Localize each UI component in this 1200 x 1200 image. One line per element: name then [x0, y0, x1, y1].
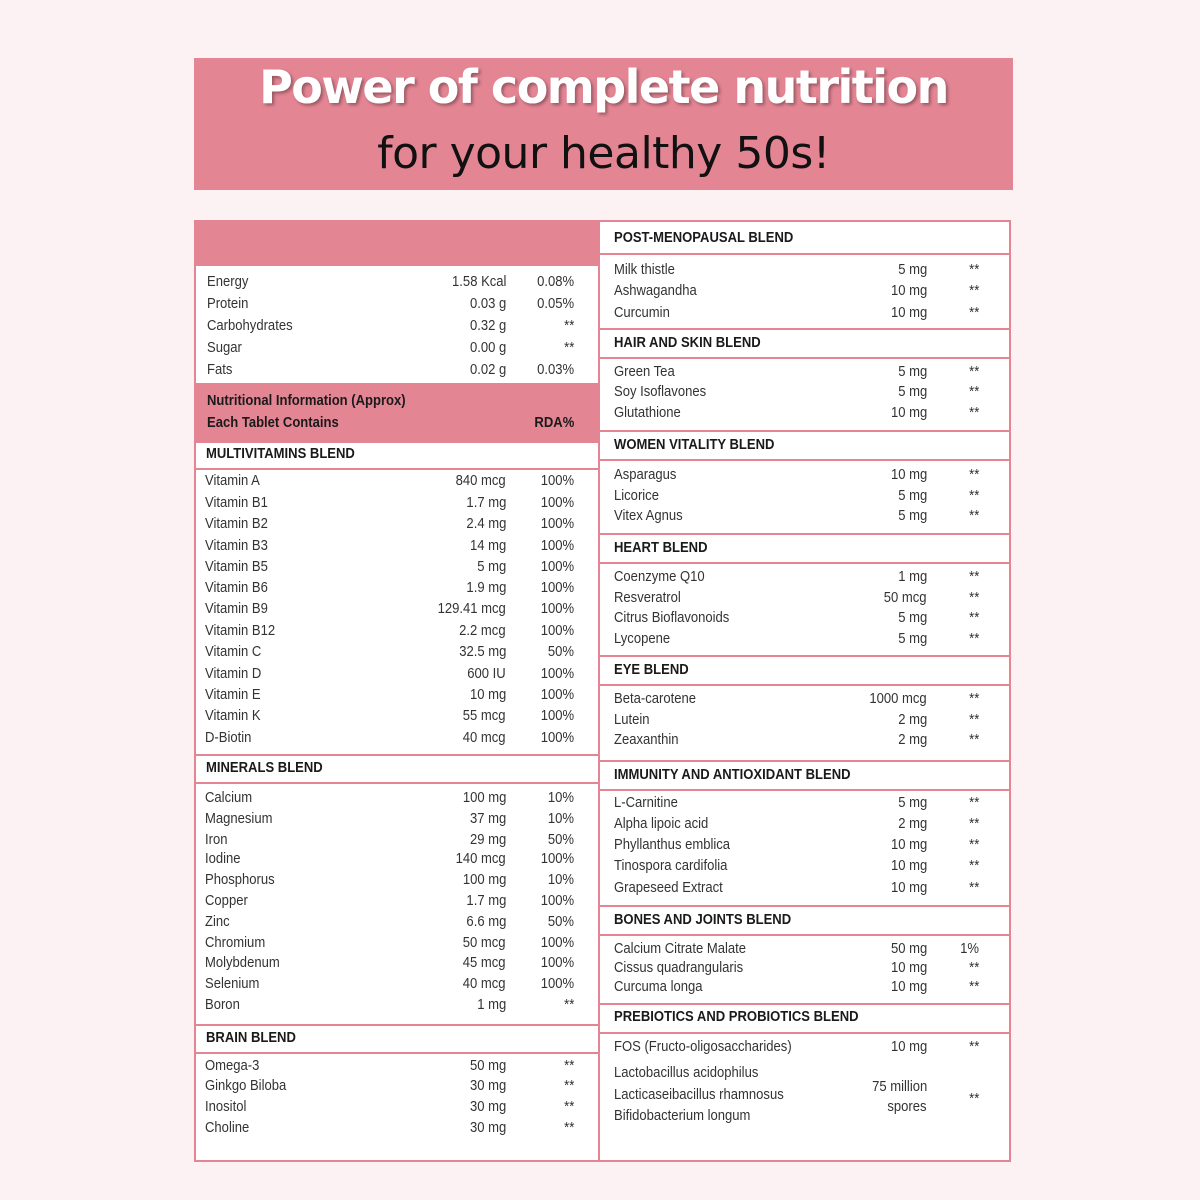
- ingredient-rda: 100%: [540, 601, 574, 617]
- ingredient-rda: **: [563, 1120, 574, 1136]
- ingredient-name: Cissus quadrangularis: [614, 960, 744, 976]
- ingredient-name: Zinc: [205, 914, 230, 930]
- nutrient-rda: **: [563, 340, 574, 356]
- ingredient-name: Vitamin B6: [205, 580, 268, 596]
- section-divider: [600, 684, 1011, 686]
- probiotic-rda: **: [968, 1091, 979, 1107]
- ingredient-amount: 30 mg: [469, 1120, 506, 1136]
- column-divider: [598, 222, 600, 1160]
- ingredient-amount: 10 mg: [890, 467, 927, 483]
- ingredient-amount: 10 mg: [469, 687, 506, 703]
- ingredient-rda: **: [968, 816, 979, 832]
- nutrient-amount: 0.03 g: [469, 296, 506, 312]
- section-title: PREBIOTICS AND PROBIOTICS BLEND: [614, 1009, 859, 1025]
- ingredient-name: Lutein: [614, 712, 650, 728]
- ingredient-rda: 100%: [540, 730, 574, 746]
- section-divider: [600, 459, 1011, 461]
- ingredient-amount: 5 mg: [476, 559, 506, 575]
- ingredient-name: Calcium Citrate Malate: [614, 941, 747, 957]
- ingredient-amount: 10 mg: [890, 880, 927, 896]
- ingredient-rda: 10%: [547, 811, 574, 827]
- ingredient-rda: **: [563, 1058, 574, 1074]
- ingredient-name: Molybdenum: [205, 955, 280, 971]
- ingredient-rda: 100%: [540, 687, 574, 703]
- headline-line-1: Power of complete nutrition: [259, 60, 948, 114]
- nutrition-table: [194, 220, 1011, 1162]
- ingredient-rda: **: [563, 1078, 574, 1094]
- ingredient-name: Omega-3: [205, 1058, 260, 1074]
- ingredient-name: Boron: [205, 997, 240, 1013]
- ingredient-name: Vitamin E: [205, 687, 261, 703]
- section-divider: [600, 760, 1011, 762]
- ingredient-amount: 40 mcg: [463, 730, 506, 746]
- ingredient-amount: 5 mg: [897, 488, 927, 504]
- ingredient-rda: **: [968, 631, 979, 647]
- ingredient-rda: 50%: [547, 832, 574, 848]
- ingredient-rda: 100%: [540, 473, 574, 489]
- probiotic-amount-unit: spores: [887, 1099, 927, 1115]
- ingredient-name: Milk thistle: [614, 262, 675, 278]
- ingredient-amount: 2 mg: [897, 816, 927, 832]
- ingredient-amount: 50 mg: [469, 1058, 506, 1074]
- ingredient-amount: 140 mcg: [455, 851, 506, 867]
- ingredient-rda: 100%: [540, 559, 574, 575]
- section-divider: [600, 357, 1011, 359]
- ingredient-amount: 6.6 mg: [466, 914, 506, 930]
- section-divider: [196, 1024, 598, 1026]
- ingredient-rda: 50%: [547, 644, 574, 660]
- ingredient-rda: 100%: [540, 851, 574, 867]
- ingredient-amount: 5 mg: [897, 508, 927, 524]
- ingredient-rda: 100%: [540, 955, 574, 971]
- ingredient-rda: 100%: [540, 976, 574, 992]
- info-header-line-1: Nutritional Information (Approx): [207, 393, 406, 409]
- ingredient-amount: 10 mg: [890, 283, 927, 299]
- ingredient-name: Vitamin D: [205, 666, 262, 682]
- ingredient-name: Curcuma longa: [614, 979, 703, 995]
- ingredient-rda: 10%: [547, 790, 574, 806]
- ingredient-amount: 5 mg: [897, 631, 927, 647]
- section-divider: [600, 430, 1011, 432]
- ingredient-amount: 5 mg: [897, 795, 927, 811]
- section-divider: [196, 754, 598, 756]
- ingredient-rda: **: [968, 488, 979, 504]
- ingredient-amount: 840 mcg: [455, 473, 506, 489]
- section-divider: [600, 934, 1011, 936]
- section-divider: [600, 253, 1011, 255]
- ingredient-amount: 10 mg: [890, 837, 927, 853]
- ingredient-rda: **: [968, 1039, 979, 1055]
- ingredient-amount: 5 mg: [897, 262, 927, 278]
- ingredient-amount: 1.7 mg: [466, 495, 506, 511]
- ingredient-amount: 50 mcg: [463, 935, 506, 951]
- ingredient-rda: **: [968, 732, 979, 748]
- ingredient-rda: **: [968, 569, 979, 585]
- ingredient-name: Green Tea: [614, 364, 675, 380]
- ingredient-amount: 45 mcg: [463, 955, 506, 971]
- section-title: MULTIVITAMINS BLEND: [206, 446, 355, 462]
- nutrient-amount: 0.32 g: [469, 318, 506, 334]
- ingredient-amount: 5 mg: [897, 610, 927, 626]
- probiotic-name: Bifidobacterium longum: [614, 1108, 751, 1124]
- nutrient-amount: 0.02 g: [469, 362, 506, 378]
- ingredient-rda: 100%: [540, 516, 574, 532]
- headline-banner: [194, 58, 1013, 190]
- ingredient-name: Chromium: [205, 935, 266, 951]
- ingredient-rda: **: [968, 508, 979, 524]
- ingredient-rda: **: [968, 384, 979, 400]
- ingredient-amount: 100 mg: [462, 872, 506, 888]
- section-divider: [196, 782, 598, 784]
- ingredient-rda: 1%: [960, 941, 979, 957]
- ingredient-name: Beta-carotene: [614, 691, 696, 707]
- ingredient-rda: **: [968, 960, 979, 976]
- ingredient-rda: **: [968, 283, 979, 299]
- ingredient-amount: 14 mg: [469, 538, 506, 554]
- ingredient-rda: **: [968, 467, 979, 483]
- nutrient-amount: 1.58 Kcal: [451, 274, 506, 290]
- ingredient-amount: 2.2 mcg: [459, 623, 506, 639]
- section-divider: [600, 1032, 1011, 1034]
- ingredient-amount: 2 mg: [897, 732, 927, 748]
- ingredient-name: Vitamin B5: [205, 559, 268, 575]
- rda-label: RDA%: [534, 415, 574, 431]
- ingredient-name: Phosphorus: [205, 872, 275, 888]
- ingredient-rda: **: [968, 262, 979, 278]
- section-title: POST-MENOPAUSAL BLEND: [614, 230, 794, 246]
- ingredient-amount: 55 mcg: [463, 708, 506, 724]
- probiotic-name: Lactobacillus acidophilus: [614, 1065, 759, 1081]
- nutrient-name: Sugar: [207, 340, 242, 356]
- probiotic-name: Lacticaseibacillus rhamnosus: [614, 1087, 784, 1103]
- nutrient-name: Protein: [207, 296, 249, 312]
- ingredient-amount: 32.5 mg: [458, 644, 506, 660]
- ingredient-amount: 10 mg: [890, 1039, 927, 1055]
- ingredient-name: Citrus Bioflavonoids: [614, 610, 730, 626]
- ingredient-rda: **: [968, 405, 979, 421]
- ingredient-amount: 129.41 mcg: [437, 601, 506, 617]
- ingredient-rda: **: [563, 997, 574, 1013]
- ingredient-name: Ashwagandha: [614, 283, 697, 299]
- ingredient-name: Zeaxanthin: [614, 732, 679, 748]
- ingredient-name: Iodine: [205, 851, 241, 867]
- ingredient-rda: **: [968, 795, 979, 811]
- ingredient-amount: 10 mg: [890, 979, 927, 995]
- ingredient-name: Grapeseed Extract: [614, 880, 723, 896]
- ingredient-rda: **: [968, 364, 979, 380]
- ingredient-rda: **: [968, 979, 979, 995]
- ingredient-name: Inositol: [205, 1099, 247, 1115]
- ingredient-amount: 5 mg: [897, 384, 927, 400]
- ingredient-name: Vitamin B2: [205, 516, 268, 532]
- ingredient-name: L-Carnitine: [614, 795, 678, 811]
- ingredient-name: Vitamin K: [205, 708, 261, 724]
- nutrient-name: Fats: [207, 362, 233, 378]
- ingredient-rda: 100%: [540, 580, 574, 596]
- nutrient-rda: 0.08%: [536, 274, 574, 290]
- ingredient-rda: **: [563, 1099, 574, 1115]
- ingredient-amount: 600 IU: [467, 666, 506, 682]
- ingredient-name: Resveratrol: [614, 590, 681, 606]
- ingredient-amount: 1.7 mg: [466, 893, 506, 909]
- ingredient-amount: 2 mg: [897, 712, 927, 728]
- ingredient-name: Asparagus: [614, 467, 677, 483]
- nutrient-name: Energy: [207, 274, 249, 290]
- section-divider: [600, 789, 1011, 791]
- ingredient-amount: 10 mg: [890, 960, 927, 976]
- section-divider: [196, 468, 598, 470]
- ingredient-rda: **: [968, 590, 979, 606]
- section-title: BONES AND JOINTS BLEND: [614, 912, 792, 928]
- ingredient-name: Selenium: [205, 976, 260, 992]
- nutrient-rda: **: [563, 318, 574, 334]
- ingredient-name: Vitamin C: [205, 644, 262, 660]
- ingredient-name: Vitamin B12: [205, 623, 276, 639]
- ingredient-name: Coenzyme Q10: [614, 569, 705, 585]
- ingredient-amount: 10 mg: [890, 305, 927, 321]
- nutrient-amount: 0.00 g: [469, 340, 506, 356]
- section-divider: [600, 905, 1011, 907]
- ingredient-rda: **: [968, 305, 979, 321]
- ingredient-name: Ginkgo Biloba: [205, 1078, 287, 1094]
- ingredient-amount: 40 mcg: [463, 976, 506, 992]
- ingredient-amount: 1 mg: [897, 569, 927, 585]
- ingredient-name: Lycopene: [614, 631, 671, 647]
- ingredient-rda: 100%: [540, 708, 574, 724]
- info-header-line-2: Each Tablet Contains: [207, 415, 339, 431]
- section-divider: [600, 562, 1011, 564]
- ingredient-name: Copper: [205, 893, 248, 909]
- ingredient-name: Vitamin B3: [205, 538, 268, 554]
- nutritional-facts-header: [196, 222, 598, 266]
- probiotic-amount: 75 million: [871, 1079, 927, 1095]
- section-divider: [196, 1052, 598, 1054]
- ingredient-amount: 50 mg: [890, 941, 927, 957]
- section-title: MINERALS BLEND: [206, 760, 323, 776]
- ingredient-amount: 50 mcg: [884, 590, 927, 606]
- ingredient-name: Iron: [205, 832, 228, 848]
- section-title: IMMUNITY AND ANTIOXIDANT BLEND: [614, 767, 851, 783]
- ingredient-name: Vitex Agnus: [614, 508, 683, 524]
- ingredient-rda: 100%: [540, 623, 574, 639]
- section-title: HAIR AND SKIN BLEND: [614, 335, 761, 351]
- ingredient-rda: **: [968, 858, 979, 874]
- ingredient-rda: 100%: [540, 495, 574, 511]
- ingredient-name: D-Biotin: [205, 730, 252, 746]
- ingredient-name: Phyllanthus emblica: [614, 837, 731, 853]
- section-divider: [196, 441, 598, 443]
- ingredient-name: Glutathione: [614, 405, 681, 421]
- ingredient-name: Licorice: [614, 488, 659, 504]
- ingredient-name: Calcium: [205, 790, 253, 806]
- ingredient-amount: 100 mg: [462, 790, 506, 806]
- section-title: HEART BLEND: [614, 540, 708, 556]
- ingredient-amount: 1000 mcg: [869, 691, 927, 707]
- ingredient-name: Vitamin B9: [205, 601, 268, 617]
- nutrient-rda: 0.05%: [536, 296, 574, 312]
- section-title: EYE BLEND: [614, 662, 689, 678]
- ingredient-rda: 50%: [547, 914, 574, 930]
- nutrient-name: Carbohydrates: [207, 318, 293, 334]
- ingredient-amount: 29 mg: [469, 832, 506, 848]
- ingredient-amount: 10 mg: [890, 405, 927, 421]
- ingredient-rda: 100%: [540, 666, 574, 682]
- ingredient-name: Choline: [205, 1120, 250, 1136]
- ingredient-amount: 10 mg: [890, 858, 927, 874]
- ingredient-amount: 2.4 mg: [466, 516, 506, 532]
- ingredient-amount: 30 mg: [469, 1078, 506, 1094]
- ingredient-rda: **: [968, 880, 979, 896]
- section-divider: [600, 1003, 1011, 1005]
- ingredient-amount: 1.9 mg: [466, 580, 506, 596]
- ingredient-amount: 37 mg: [469, 811, 506, 827]
- section-title: BRAIN BLEND: [206, 1030, 296, 1046]
- ingredient-name: Vitamin B1: [205, 495, 268, 511]
- ingredient-name: Alpha lipoic acid: [614, 816, 709, 832]
- section-divider: [600, 328, 1011, 330]
- ingredient-rda: **: [968, 712, 979, 728]
- section-title: WOMEN VITALITY BLEND: [614, 437, 775, 453]
- ingredient-name: FOS (Fructo-oligosaccharides): [614, 1039, 792, 1055]
- ingredient-name: Soy Isoflavones: [614, 384, 707, 400]
- nutrient-rda: 0.03%: [536, 362, 574, 378]
- ingredient-name: Curcumin: [614, 305, 670, 321]
- ingredient-rda: 10%: [547, 872, 574, 888]
- section-divider: [600, 655, 1011, 657]
- ingredient-rda: **: [968, 837, 979, 853]
- ingredient-name: Magnesium: [205, 811, 273, 827]
- ingredient-amount: 1 mg: [476, 997, 506, 1013]
- ingredient-amount: 5 mg: [897, 364, 927, 380]
- ingredient-rda: 100%: [540, 893, 574, 909]
- ingredient-rda: **: [968, 691, 979, 707]
- ingredient-rda: 100%: [540, 935, 574, 951]
- ingredient-rda: 100%: [540, 538, 574, 554]
- ingredient-amount: 30 mg: [469, 1099, 506, 1115]
- ingredient-rda: **: [968, 610, 979, 626]
- ingredient-name: Vitamin A: [205, 473, 260, 489]
- headline-line-2: for your healthy 50s!: [377, 128, 830, 179]
- ingredient-name: Tinospora cardifolia: [614, 858, 728, 874]
- section-divider: [600, 533, 1011, 535]
